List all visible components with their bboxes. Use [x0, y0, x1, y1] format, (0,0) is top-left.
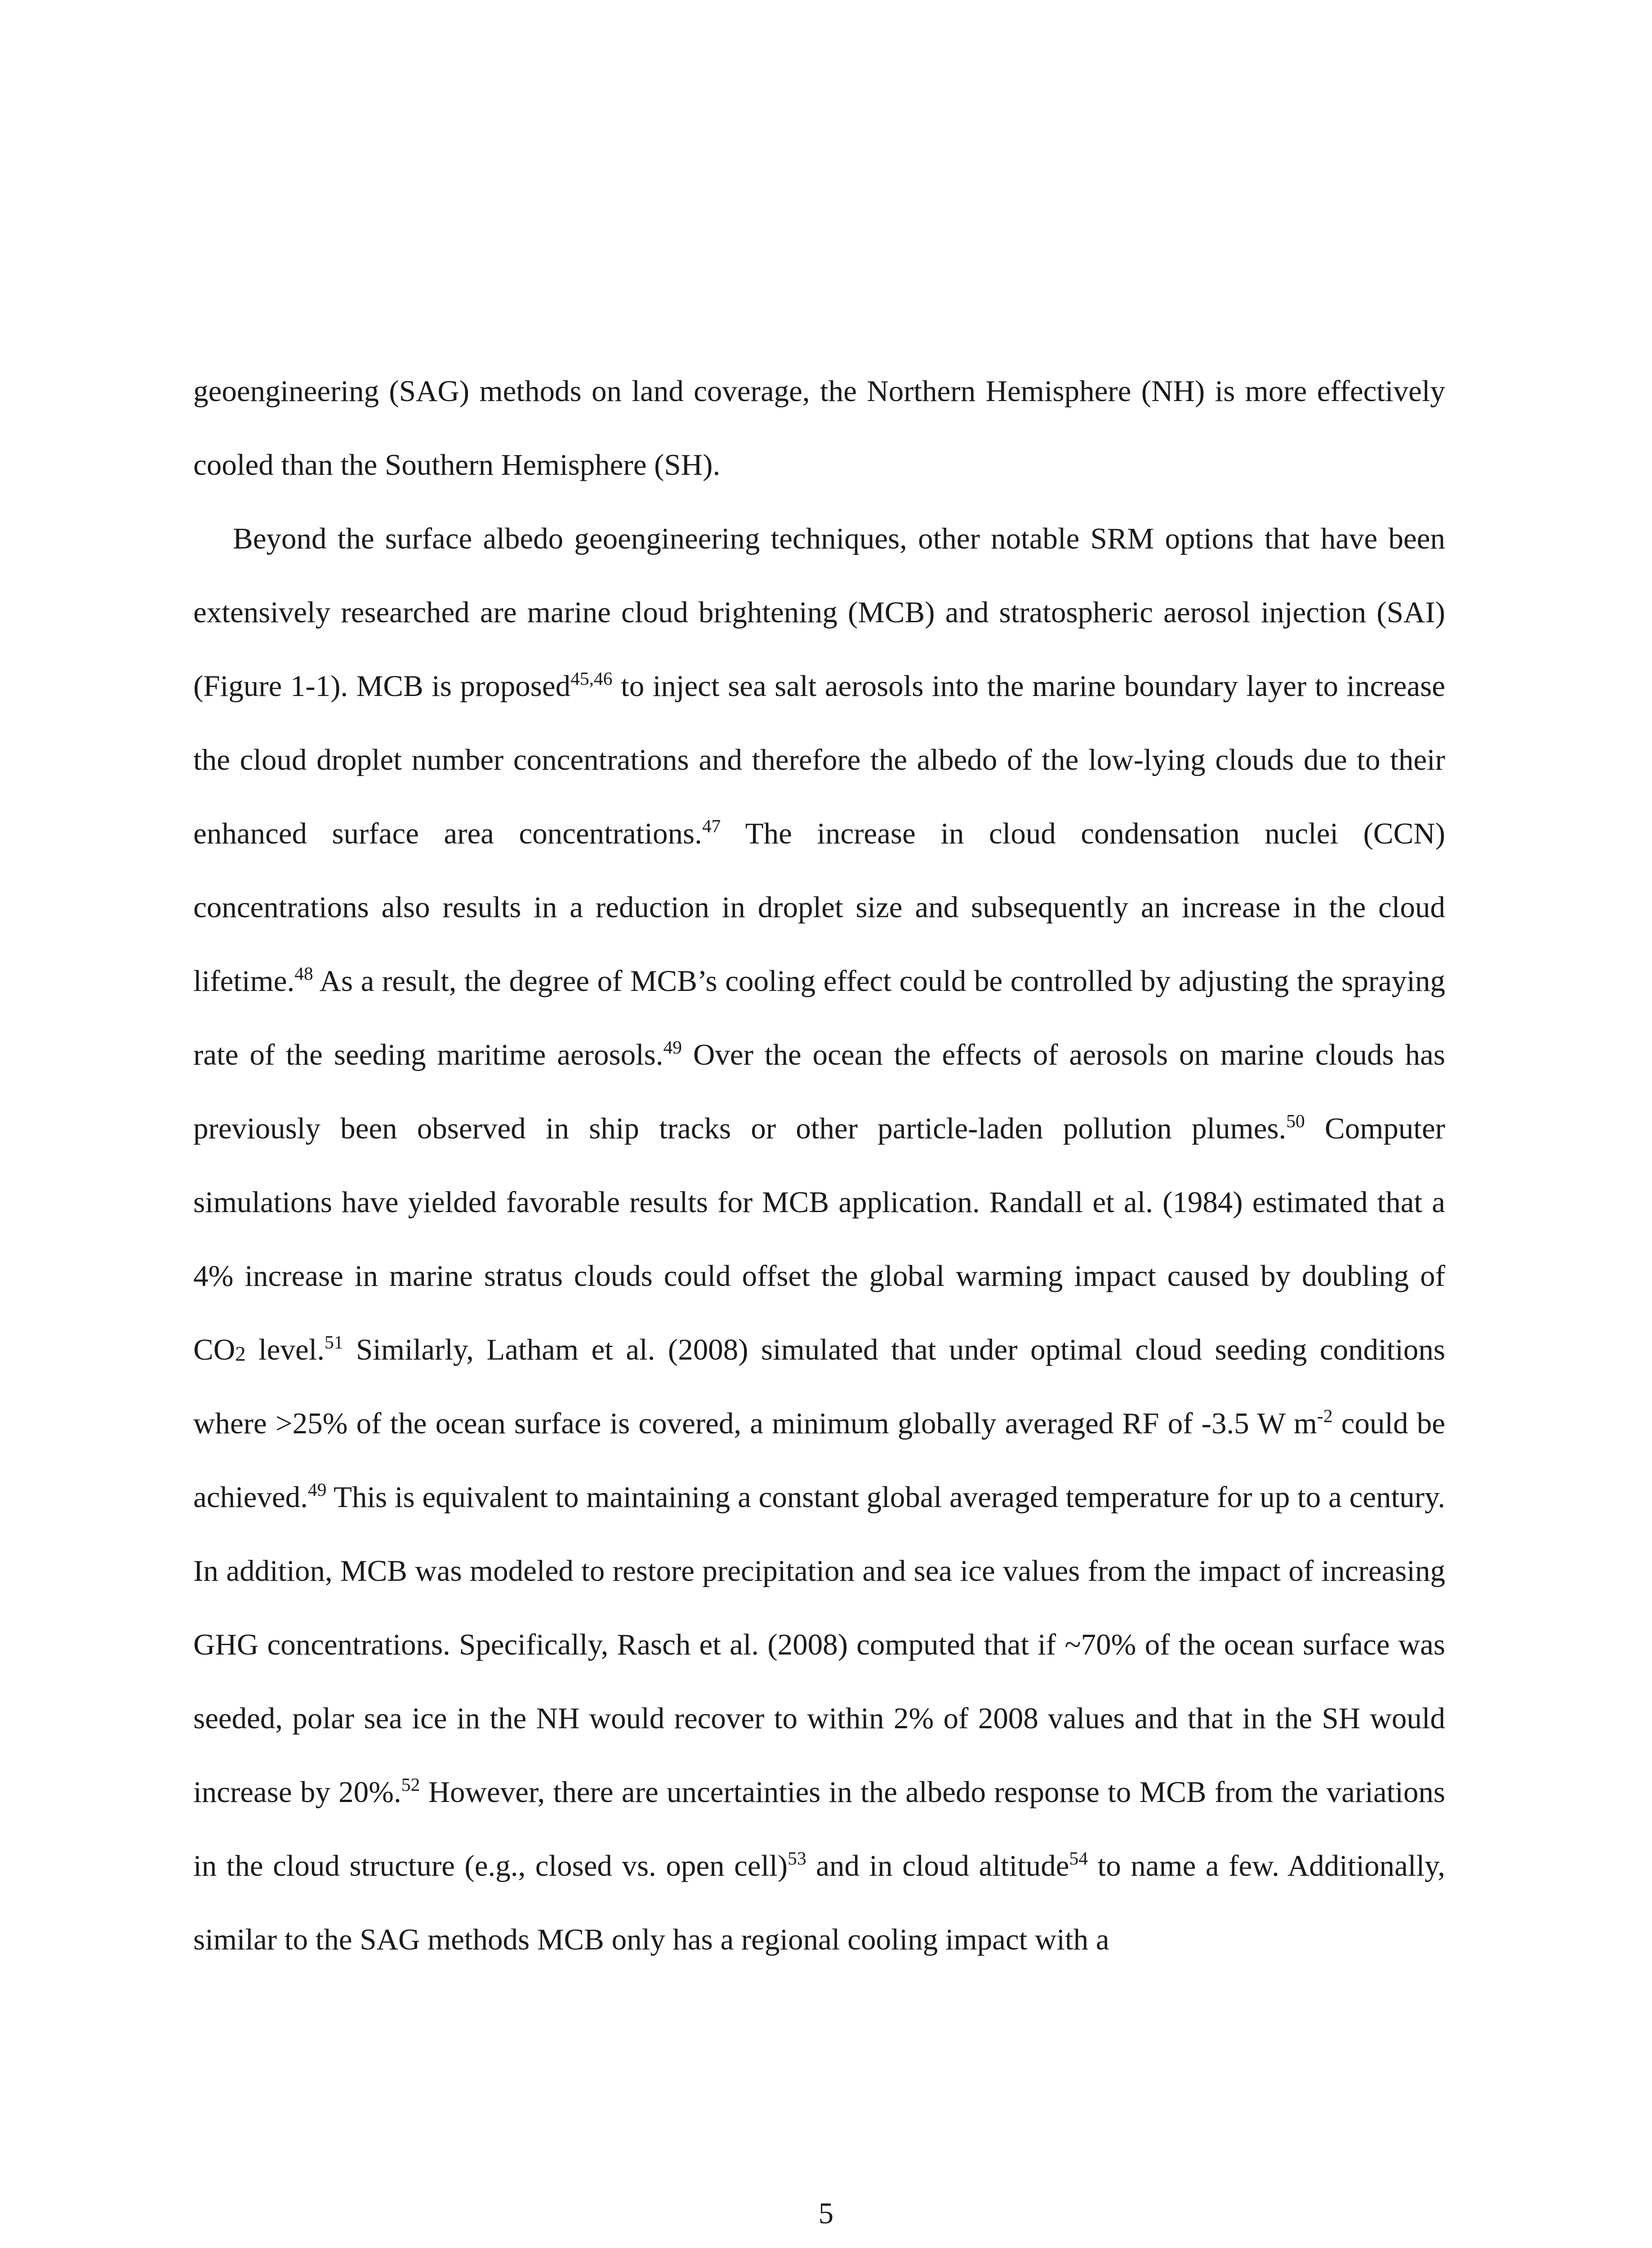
sentence-span: Computer simulations have yielded favorable results for MCB application. Randall et al. (1984) estimated that a 4% increase in marine stratus clouds could offset the global warming impact caused by doubling of CO: [193, 1112, 1445, 1366]
paragraph-1-text: geoengineering (SAG) methods on land coverage, the Northern Hemisphere (NH) is more effectively cooled than the Southern Hemisphere (SH).: [193, 375, 1445, 482]
citation-superscript: 49: [663, 1037, 682, 1058]
sentence-span: Beyond the surface albedo geoengineering techniques, other notable SRM options that have been extensively researched are marine cloud brightening (MCB) and stratospheric aerosol injection (SAI) (Figure 1-1). MCB is proposed: [193, 522, 1445, 703]
citation-superscript: 52: [401, 1774, 420, 1795]
sentence-span: The increase in cloud condensation nuclei (CCN) concentrations also results in a reduction in droplet size and subsequently an increase in the cloud lifetime.: [193, 817, 1445, 998]
sentence-span: As a result, the degree of MCB’s cooling effect could be controlled by adjusting the spraying rate of the seeding maritime aerosols.: [193, 964, 1445, 1071]
sentence-span: Similarly, Latham et al. (2008) simulated that under optimal cloud seeding conditions where >25% of the ocean surface is covered, a minimum globally averaged RF of -3.5 W m: [193, 1333, 1445, 1440]
citation-superscript: 50: [1286, 1111, 1305, 1132]
body-text: [193, 354, 1445, 1976]
citation-superscript: 49: [307, 1479, 327, 1500]
paragraph-continued: [193, 354, 1445, 502]
sentence-span: to name a few. Additionally, similar to the SAG methods MCB only has a regional cooling impact with a: [193, 1849, 1446, 1956]
citation-superscript: 47: [702, 816, 721, 837]
sentence-span: level.: [245, 1333, 325, 1366]
citation-superscript: 48: [294, 963, 313, 984]
unit-exponent: -2: [1317, 1405, 1333, 1427]
subscript: 2: [235, 1342, 246, 1366]
citation-superscript: 51: [325, 1332, 343, 1353]
sentence-span: to inject sea salt aerosols into the marine boundary layer to increase the cloud droplet number concentrations and therefore the albedo of the low-lying clouds due to their enhanced surface area concentrations.: [193, 669, 1445, 850]
sentence-span: However, there are uncertainties in the albedo response to MCB from the variations in the cloud structure (e.g., closed vs. open cell): [193, 1775, 1445, 1882]
sentence-span: could be achieved.: [193, 1407, 1446, 1514]
sentence-span: This is equivalent to maintaining a constant global averaged temperature for up to a century. In addition, MCB was modeled to restore precipitation and sea ice values from the impact of increasing GHG concentrations. Specifically, Rasch et al. (2008) computed that if ~70% of the ocean surface was seeded, polar sea ice in the NH would recover to within 2% of 2008 values and that in the SH would increase by 20%.: [193, 1481, 1445, 1809]
sentence-span: Over the ocean the effects of aerosols on marine clouds has previously been observed in ship tracks or other particle-laden pollution plumes.: [193, 1038, 1445, 1145]
paragraph-marine-cloud-brightening: [193, 502, 1445, 1976]
citation-superscript: 54: [1069, 1848, 1088, 1869]
sentence-span: and in cloud altitude: [806, 1849, 1069, 1882]
page-number: 5: [818, 2197, 834, 2230]
citation-superscript: 45,46: [570, 668, 613, 689]
citation-superscript: 53: [788, 1848, 806, 1869]
